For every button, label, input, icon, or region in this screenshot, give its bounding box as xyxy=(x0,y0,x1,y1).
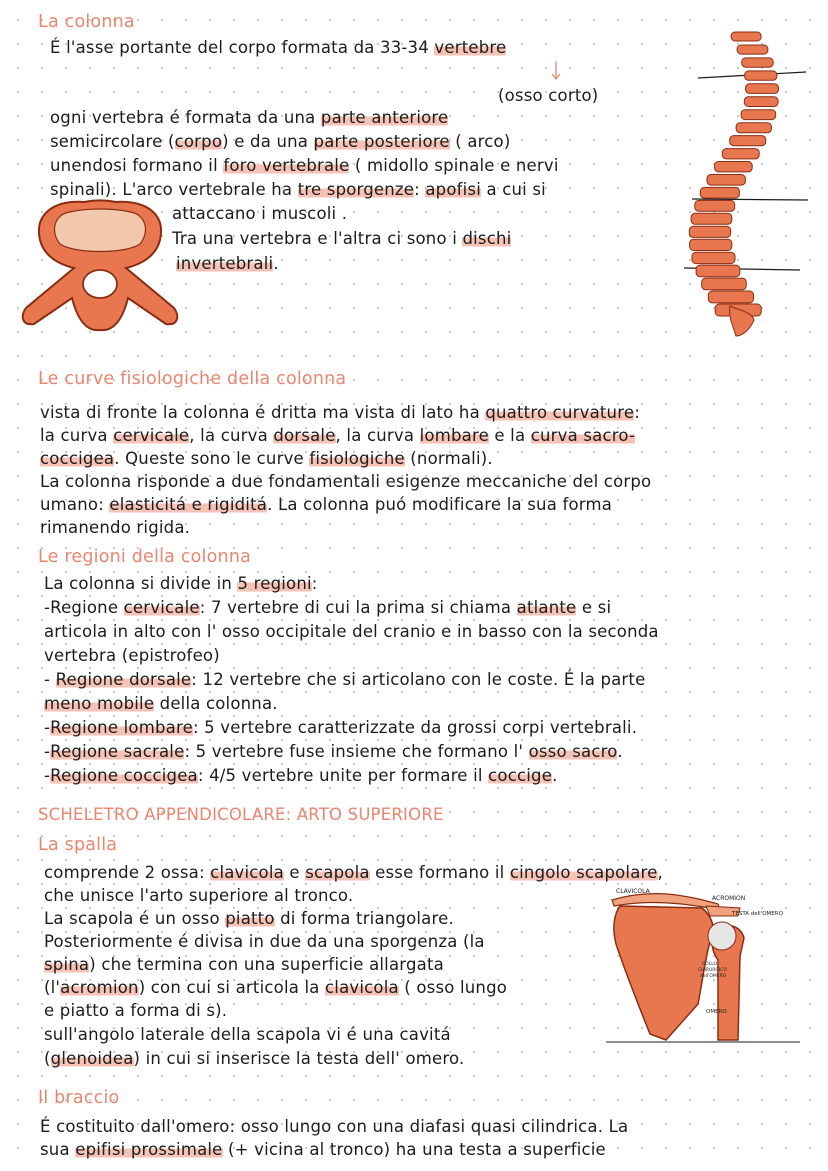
vertebra-shape xyxy=(692,252,735,263)
curve-line-6: rimanendo rigida. xyxy=(40,518,191,537)
vertebra-shape xyxy=(707,175,745,186)
text: - xyxy=(44,670,51,689)
curve-line-3 xyxy=(40,448,493,470)
vertebra-shape xyxy=(715,162,753,172)
text: ) in cui si inserisce la testa dell' omero. xyxy=(133,1049,465,1068)
highlight-foro-vertebrale: foro vertebrale xyxy=(223,156,350,175)
curve-line-5 xyxy=(40,494,612,516)
curve-line-2 xyxy=(40,425,635,447)
vertebra-shape xyxy=(730,136,766,146)
highlight-parte-posteriore: parte posteriore xyxy=(313,132,450,151)
highlight-lombare: lombare xyxy=(419,426,489,445)
highlight-clavicola-2: clavicola xyxy=(325,978,399,997)
text: di forma triangolare. xyxy=(280,909,454,928)
vertebra-shape xyxy=(702,278,747,290)
regioni-line-8 xyxy=(44,741,623,763)
section-heading-scheletro: SCHELETRO APPENDICOLARE: ARTO SUPERIORE xyxy=(38,805,444,824)
regioni-line-9 xyxy=(44,765,558,787)
highlight-dorsale: dorsale xyxy=(273,426,336,445)
braccio-line-1: É costituito dall'omero: osso lungo con una diafasi quasi cilindrica. La xyxy=(40,1117,629,1136)
text: a cui si xyxy=(486,180,546,199)
text: . xyxy=(552,766,558,785)
highlight-elasticita-rigidita: elasticitá e rigiditá xyxy=(109,495,268,514)
text: esse formano il xyxy=(375,863,505,882)
text: La scapola é un osso xyxy=(44,909,220,928)
label-testa-omero: TESTA dell'OMERO xyxy=(732,911,783,917)
regioni-line-7 xyxy=(44,717,637,739)
highlight-parte-anteriore: parte anteriore xyxy=(320,108,449,127)
colonna-line-4 xyxy=(50,155,559,177)
colonna-line-7 xyxy=(172,228,511,250)
label-collo: COLLO xyxy=(702,962,718,967)
text: la curva xyxy=(40,426,108,445)
highlight-acromion: acromion xyxy=(60,978,139,997)
label-clavicola: CLAVICOLA xyxy=(616,888,650,895)
highlight-scapola: scapola xyxy=(305,863,370,882)
text: É l'asse portante del corpo formata da 33-34 xyxy=(50,38,429,57)
text: Tra una vertebra e l'altra ci sono i xyxy=(172,229,457,248)
highlight-dischi: dischi xyxy=(462,229,512,248)
text: : 5 vertebre caratterizzate da grossi corpi vertebrali. xyxy=(192,718,638,737)
text: . La colonna puó modificare la sua forma xyxy=(267,495,613,514)
colonna-line-8 xyxy=(176,253,279,275)
text: (l' xyxy=(44,978,61,997)
regioni-line-4: vertebra (epistrofeo) xyxy=(44,646,220,665)
highlight-regione-sacrale: Regione sacrale xyxy=(50,742,185,761)
text: (+ vicina al tronco) ha una testa a superficie xyxy=(228,1140,606,1159)
vertebra-shape xyxy=(741,110,776,120)
highlight-tre-sporgenze: tre sporgenze xyxy=(297,180,415,199)
highlight-spina: spina xyxy=(44,955,90,974)
vertebra-shape xyxy=(690,239,732,250)
highlight-apofisi: apofisi xyxy=(425,180,482,199)
regioni-line-1 xyxy=(44,573,318,595)
text: e la xyxy=(494,426,526,445)
vertebra-shape xyxy=(746,84,779,94)
vertebra-illustration xyxy=(14,192,186,342)
label-dell-omero: dell'OMERO xyxy=(700,974,727,979)
vertebra-shape xyxy=(737,45,768,54)
colonna-line-3 xyxy=(50,131,510,153)
text: comprende 2 ossa: xyxy=(44,863,205,882)
section-heading-regioni: Le regioni della colonna xyxy=(38,547,252,567)
highlight-piatto: piatto xyxy=(225,909,275,928)
section-heading-colonna: La colonna xyxy=(38,12,135,32)
text: ogni vertebra é formata da una xyxy=(50,108,316,127)
vertebra-shape xyxy=(745,71,777,80)
text: , la curva xyxy=(189,426,268,445)
highlight-glenoidea: glenoidea xyxy=(50,1049,134,1068)
text: ( midollo spinale e nervi xyxy=(354,156,559,175)
text: (normali). xyxy=(410,449,493,468)
annotation-osso-corto: (osso corto) xyxy=(498,86,599,105)
text: : 5 vertebre fuse insieme che formano l' xyxy=(184,742,524,761)
colonna-line-2 xyxy=(50,107,448,129)
text: vista di fronte la colonna é dritta ma vista di lato ha xyxy=(40,403,480,422)
text: : 7 vertebre di cui la prima si chiama xyxy=(199,598,512,617)
highlight-clavicola: clavicola xyxy=(210,863,284,882)
text: e xyxy=(289,863,300,882)
text: . xyxy=(273,254,279,273)
vertebra-shape xyxy=(731,32,761,41)
spalla-line-2: che unisce l'arto superiore al tronco. xyxy=(44,886,354,905)
highlight-coccigea: coccigea xyxy=(40,449,115,468)
vertebra-shape xyxy=(691,213,732,224)
highlight-vertebre: vertebre xyxy=(434,38,507,57)
highlight-invertebrali: invertebrali xyxy=(176,254,274,273)
text: ( arco) xyxy=(455,132,511,151)
regioni-line-3: articola in alto con l' osso occipitale del cranio e in basso con la seconda xyxy=(44,622,659,641)
label-omero: OMERO xyxy=(706,1009,727,1015)
section-heading-curve: Le curve fisiologiche della colonna xyxy=(38,369,347,389)
vertebra-shape xyxy=(689,226,730,237)
text: : xyxy=(414,180,420,199)
spalla-line-5 xyxy=(44,954,444,976)
highlight-5-regioni: 5 regioni xyxy=(237,574,312,593)
vertebra-shape xyxy=(708,291,753,303)
spalla-line-6 xyxy=(44,977,507,999)
highlight-coccige: coccige xyxy=(488,766,553,785)
text: unendosi formano il xyxy=(50,156,218,175)
text: ) che termina con una superficie allargata xyxy=(89,955,444,974)
vertebra-shape xyxy=(696,265,740,277)
vertebra-shape xyxy=(722,149,759,159)
text: , xyxy=(657,863,663,882)
text: della colonna. xyxy=(159,694,278,713)
text: ( osso lungo xyxy=(404,978,508,997)
highlight-regione-lombare: Regione lombare xyxy=(50,718,193,737)
highlight-osso-sacro: osso sacro xyxy=(528,742,618,761)
text: , la curva xyxy=(335,426,415,445)
text: : xyxy=(311,574,318,593)
vertebra-shape xyxy=(700,187,739,198)
section-heading-spalla: La spalla xyxy=(38,835,118,855)
braccio-line-2 xyxy=(40,1139,606,1161)
text: . Queste sono le curve xyxy=(114,449,304,468)
highlight-fisiologiche: fisiologiche xyxy=(309,449,405,468)
text: -Regione xyxy=(44,598,119,617)
highlight-atlante: atlante xyxy=(516,598,577,617)
label-chirurgico: CHIRURGICO xyxy=(698,968,727,973)
vertebra-shape xyxy=(695,200,735,211)
highlight-regione-cervicale: cervicale xyxy=(123,598,200,617)
text: umano: xyxy=(40,495,104,514)
text: : xyxy=(634,403,640,422)
text: spinali). L'arco vertebrale ha xyxy=(50,180,293,199)
vertebra-shape xyxy=(744,97,778,107)
spalla-line-4: Posteriormente é divisa in due da una sporgenza (la xyxy=(44,932,485,951)
curve-line-4: La colonna risponde a due fondamentali esigenze meccaniche del corpo xyxy=(40,472,652,491)
regioni-line-6 xyxy=(44,693,278,715)
spalla-line-7: e piatto a forma di s). xyxy=(44,1001,228,1020)
text: sua xyxy=(40,1140,70,1159)
text: : 12 vertebre che si articolano con le coste. É la parte xyxy=(191,670,646,689)
highlight-quattro-curvature: quattro curvature xyxy=(485,403,635,422)
highlight-cervicale: cervicale xyxy=(113,426,190,445)
highlight-curva-sacro: curva sacro- xyxy=(530,426,636,445)
curve-line-1 xyxy=(40,402,640,424)
highlight-cingolo-scapolare: cingolo scapolare xyxy=(509,863,658,882)
highlight-corpo: corpo xyxy=(174,132,223,151)
vertebra-shape xyxy=(742,58,774,67)
highlight-regione-dorsale: Regione dorsale xyxy=(55,670,192,689)
spalla-line-1 xyxy=(44,862,663,884)
section-heading-braccio: Il braccio xyxy=(38,1088,120,1108)
text: e si xyxy=(581,598,612,617)
text: ) con cui si articola la xyxy=(138,978,320,997)
label-acromion: ACROMION xyxy=(712,895,746,902)
text: - xyxy=(44,742,51,761)
arrow-down-icon xyxy=(549,60,563,82)
regioni-line-5 xyxy=(44,669,645,691)
text: - xyxy=(44,718,51,737)
vertebra-shape xyxy=(736,123,771,133)
text: semicircolare ( xyxy=(50,132,175,151)
text: - xyxy=(44,766,51,785)
highlight-meno-mobile: meno mobile xyxy=(44,694,155,713)
highlight-regione-coccigea: Regione coccigea xyxy=(50,766,198,785)
text: ) e da una xyxy=(222,132,309,151)
text: : 4/5 vertebre unite per formare il xyxy=(197,766,483,785)
text: ( xyxy=(44,1049,51,1068)
text: . xyxy=(617,742,623,761)
colonna-line-1 xyxy=(50,37,506,59)
spalla-line-8: sull'angolo laterale della scapola vi é una cavitá xyxy=(44,1025,451,1044)
text: La colonna si divide in xyxy=(44,574,233,593)
scapula-illustration xyxy=(606,884,800,1044)
colonna-line-6: attaccano i muscoli . xyxy=(172,204,348,223)
spalla-line-3 xyxy=(44,908,454,930)
highlight-epifisi-prossimale: epifisi prossimale xyxy=(75,1140,223,1159)
spalla-line-9 xyxy=(44,1048,464,1070)
regioni-line-2 xyxy=(44,597,611,619)
spine-illustration xyxy=(678,24,814,340)
